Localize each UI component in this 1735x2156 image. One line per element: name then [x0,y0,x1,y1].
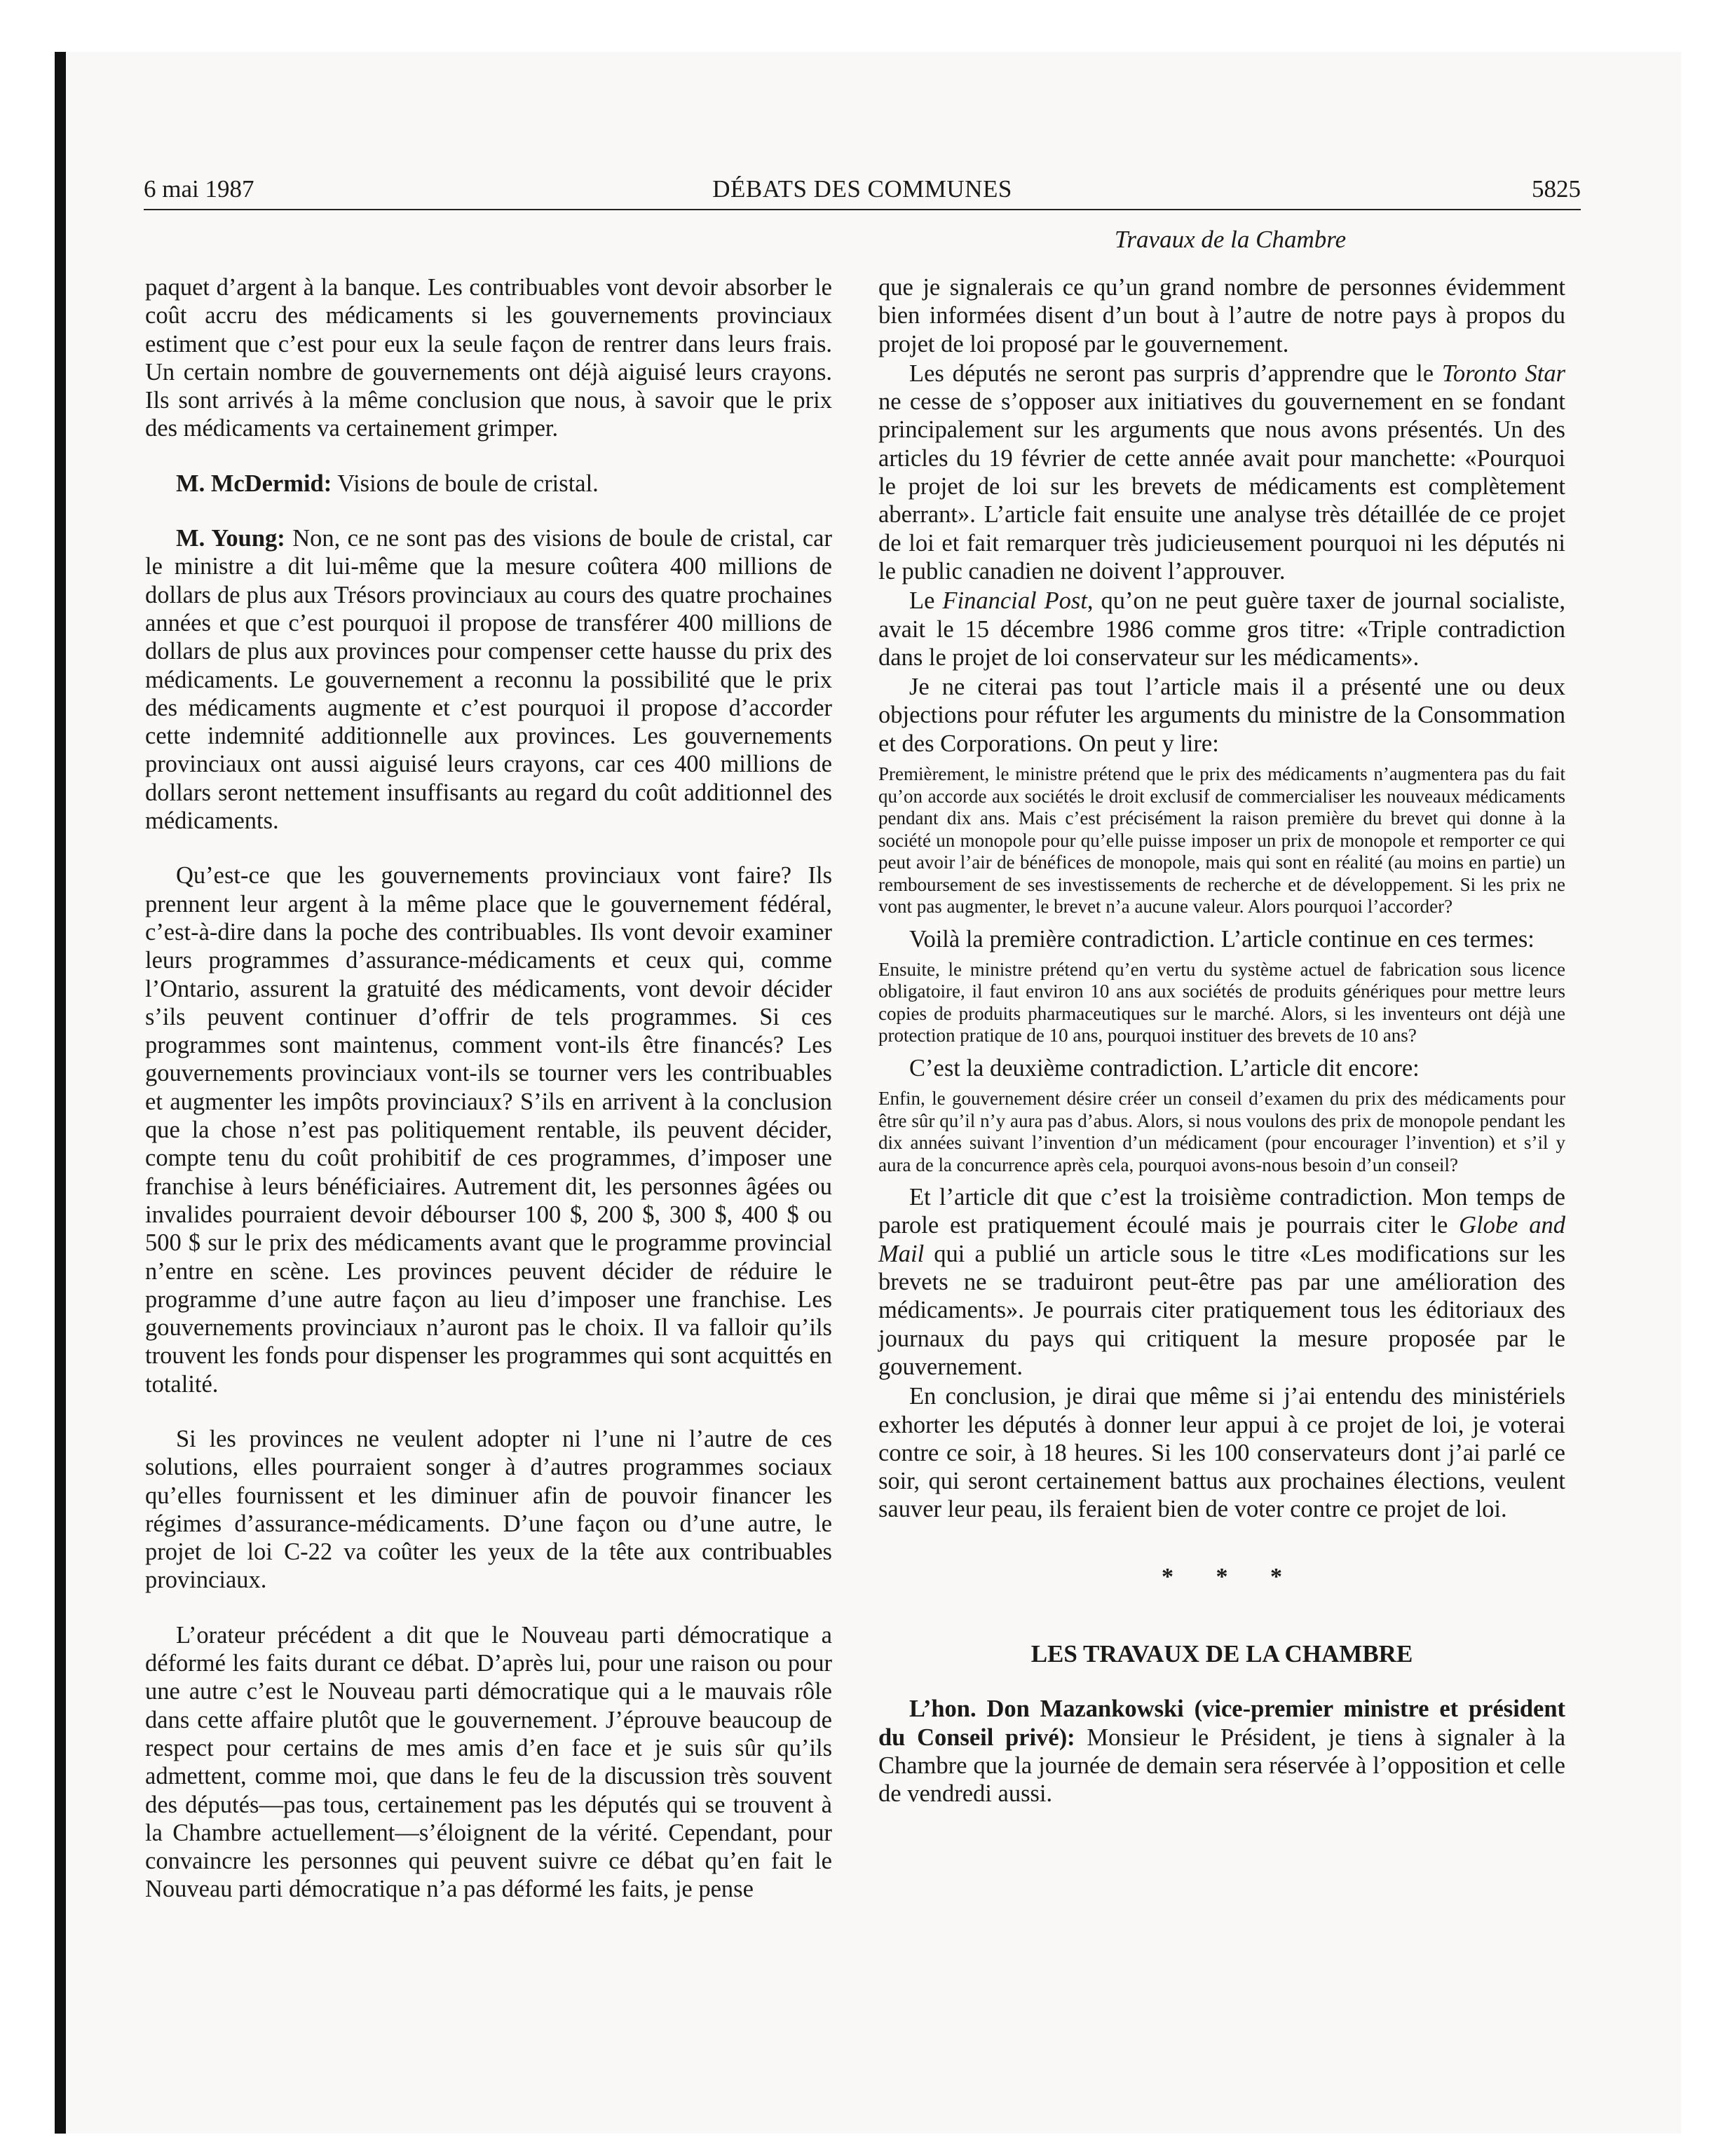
header-date: 6 mai 1987 [144,175,254,203]
paragraph: L’orateur précédent a dit que le Nouveau parti démocratique a déformé les faits durant ce débat. D’après lui, pour une raison ou pour une autre c’est le Nouveau parti démocratique qui a le mauvais rôle dans cette affaire plutôt que le gouvernement. J’éprouve beaucoup de respect pour certains de mes amis d’en face et je suis sûr qu’ils admettent, comme moi, que dans le feu de la discussion très souvent des députés—pas tous, certainement pas les députés qui se trouvent à la Chambre actuellement—s’éloignent de la vérité. Cependant, pour convaincre les personnes qui peuvent suivre ce débat qu’en fait le Nouveau parti démocratique n’a pas déformé les faits, je pense [145,1621,832,1903]
section-separator: * * * [1162,1563,1300,1590]
section-heading: LES TRAVAUX DE LA CHAMBRE [1030,1640,1413,1667]
header-rule [144,209,1581,210]
paragraph [878,360,1565,585]
speech-text: Non, ce ne sont pas des visions de boule de cristal, car le ministre a dit lui-même que la mesure coûtera 400 millions de dollars de plus aux Trésors provinciaux au cours des quatre prochaines années et que c’est pourquoi il propose de transférer 400 millions de dollars de plus aux provinces pour compenser cette hausse du prix des médicaments. Le gouvernement a reconnu la possibilité que le prix des médicaments augmente et c’est pourquoi il propose d’accorder cette indemnité additionnelle aux provinces. Les gouvernements provinciaux ont aussi aiguisé leurs crayons, car ces 400 millions de dollars seront nettement insuffisants au regard du coût additionnel des médicaments. [145,525,832,835]
text-run: Les députés ne seront pas surpris d’apprendre que le [909,360,1442,387]
text-run: ne cesse de s’opposer aux initiatives du gouvernement en se fondant principalement sur les arguments que nous avons présentés. Un des articles du 19 février de cette année avait pour manchette: «Pourquoi le projet de loi sur les brevets de médicaments est complètement aberrant». L’article fait ensuite une analyse très détaillée de ce projet de loi et fait remarquer très judicieusement pourquoi ni les députés ni le public canadien ne doivent l’approuver. [878,388,1565,585]
paragraph: Voilà la première contradiction. L’article continue en ces termes: [909,925,1535,953]
speech-text: Visions de boule de cristal. [332,470,599,497]
speech-text: Monsieur le Président, je tiens à signaler à la Chambre que la journée de demain sera réservée à l’opposition et celle de vendredi aussi. [878,1724,1566,1808]
block-quote: Premièrement, le ministre prétend que le prix des médicaments n’augmentera pas du fait qu’on accorde aux sociétés le droit exclusif de commercialiser les nouveaux médicaments pendant dix ans. Mais c’est précisément la raison première du brevet qui donne à la société un monopole pour qu’elle puisse imposer un prix de monopole et remporter ce qui peut avoir l’air de bénéfices de monopole, mais qui sont en réalité (au moins en partie) un remboursement de ses investissements de recherche et de développement. Si les prix ne vont pas augmenter, le brevet n’a aucune valeur. Alors pourquoi l’accorder? [878,763,1565,917]
paragraph: Je ne citerai pas tout l’article mais il a présenté une ou deux objections pour réfuter les arguments du ministre de la Consommation et des Corporations. On peut y lire: [878,674,1565,757]
paragraph: En conclusion, je dirai que même si j’ai entendu des ministériels exhorter les députés à donner leur appui à ce projet de loi, je voterai contre ce soir, à 18 heures. Si les 100 conservateurs dont j’ai parlé ce soir, qui seront certainement battus aux prochaines élections, veulent sauver leur peau, ils feraient bien de voter contre ce projet de loi. [878,1383,1565,1523]
text-run: Et l’article dit que c’est la troisième contradiction. Mon temps de parole est pratiquement écoulé mais je pourrais citer le [878,1184,1565,1239]
paragraph [878,1183,1565,1381]
section-running-title: Travaux de la Chambre [1114,226,1347,253]
paragraph: Si les provinces ne veulent adopter ni l’une ni l’autre de ces solutions, elles pourraient songer à d’autres programmes sociaux qu’elles fournissent et les diminuer afin de pouvoir financer les régimes d’assurance-médicaments. D’une façon ou d’une autre, le projet de loi C-22 va coûter les yeux de la tête aux contribuables provinciaux. [145,1425,832,1594]
paragraph: C’est la deuxième contradiction. L’article dit encore: [909,1054,1420,1082]
block-quote: Enfin, le gouvernement désire créer un conseil d’examen du prix des médicaments pour être sûr qu’il n’y aura pas d’abus. Alors, si nous voulons des prix de monopole pendant les dix années suivant l’invention d’un médicament (pour encourager l’invention) et s’il y aura de la concurrence après cela, pourquoi avons-nous besoin d’un conseil? [878,1088,1565,1175]
speech-paragraph [878,1695,1565,1808]
text-run: qui a publié un article sous le titre «Les modifications sur les brevets ne se traduiront peut-être pas par une amélioration des médicaments». Je pourrais citer pratiquement tous les éditoriaux des journaux du pays qui critiquent la mesure proposée par le gouvernement. [878,1240,1565,1380]
block-quote: Ensuite, le ministre prétend qu’en vertu du système actuel de fabrication sous licence obligatoire, il faut environ 10 ans aux sociétés de produits génériques pour mettre leurs copies de produits pharmaceutiques sur le marché. Alors, si les inventeurs ont déjà une protection pratique de 10 ans, pourquoi instituer des brevets de 10 ans? [878,958,1565,1046]
running-header [144,175,1581,207]
text-run: , qu’on ne peut guère taxer de journal socialiste, avait le 15 décembre 1986 comme gros titre: «Triple contradiction dans le projet de loi conservateur sur les médicaments». [878,587,1565,671]
speaker-name: M. Young: [176,525,285,552]
paragraph: Qu’est-ce que les gouvernements provinciaux vont faire? Ils prennent leur argent à la même place que le gouvernement fédéral, c’est-à-dire dans la poche des contribuables. Ils vont devoir examiner leurs programmes d’assurance-médicaments et ceux qui, comme l’Ontario, assurent la gratuité des médicaments, vont devoir décider s’ils peuvent continuer d’offrir de tels programmes. Si ces programmes sont maintenus, comment vont-ils être financés? Les gouvernements provinciaux vont-ils se tourner vers les contribuables et augmenter les impôts provinciaux? S’ils en arrivent à la conclusion que la chose n’est pas politiquement rentable, ils peuvent décider, compte tenu du coût prohibitif de ces programmes, d’imposer une franchise à leurs bénéficiaires. Autrement dit, les personnes âgées ou invalides pourraient devoir débourser 100 $, 200 $, 300 $, 400 $ ou 500 $ sur le prix des médicaments avant que le programme provincial n’entre en scène. Les provinces peuvent décider de réduire le programme d’une autre façon au lieu d’imposer une franchise. Les gouvernements provinciaux n’auront pas le choix. Il va falloir qu’ils trouvent les fonds pour dispenser les programmes qui sont acquittés en totalité. [145,862,832,1398]
page-number: 5825 [1532,175,1581,203]
page-binding-edge [55,52,66,2134]
paragraph: paquet d’argent à la banque. Les contribuables vont devoir absorber le coût accru des médicaments si les gouvernements provinciaux estiment que c’est pour eux la seule façon de rentrer dans leurs frais. Un certain nombre de gouvernements ont déjà aiguisé leurs crayons. Ils sont arrivés à la même conclusion que nous, à savoir que le prix des médicaments va certainement grimper. [145,274,832,442]
speech-paragraph [145,470,832,498]
header-publication: DÉBATS DES COMMUNES [712,175,1012,203]
newspaper-name: Financial Post [942,587,1087,615]
newspaper-name: Toronto Star [1441,360,1566,387]
paragraph [878,587,1565,671]
paragraph: que je signalerais ce qu’un grand nombre de personnes évidemment bien informées disent d’un bout à l’autre de notre pays à propos du projet de loi proposé par le gouvernement. [878,274,1565,357]
right-column [878,273,1565,1808]
newspaper-name: Globe and Mail [878,1212,1565,1267]
left-column [145,273,832,1904]
speaker-name: M. McDermid: [176,470,332,497]
speaker-name: L’hon. Don Mazankowski (vice-premier ministre et président du Conseil privé): [878,1696,1565,1751]
speech-paragraph [145,524,832,835]
text-run: Le [909,587,943,615]
